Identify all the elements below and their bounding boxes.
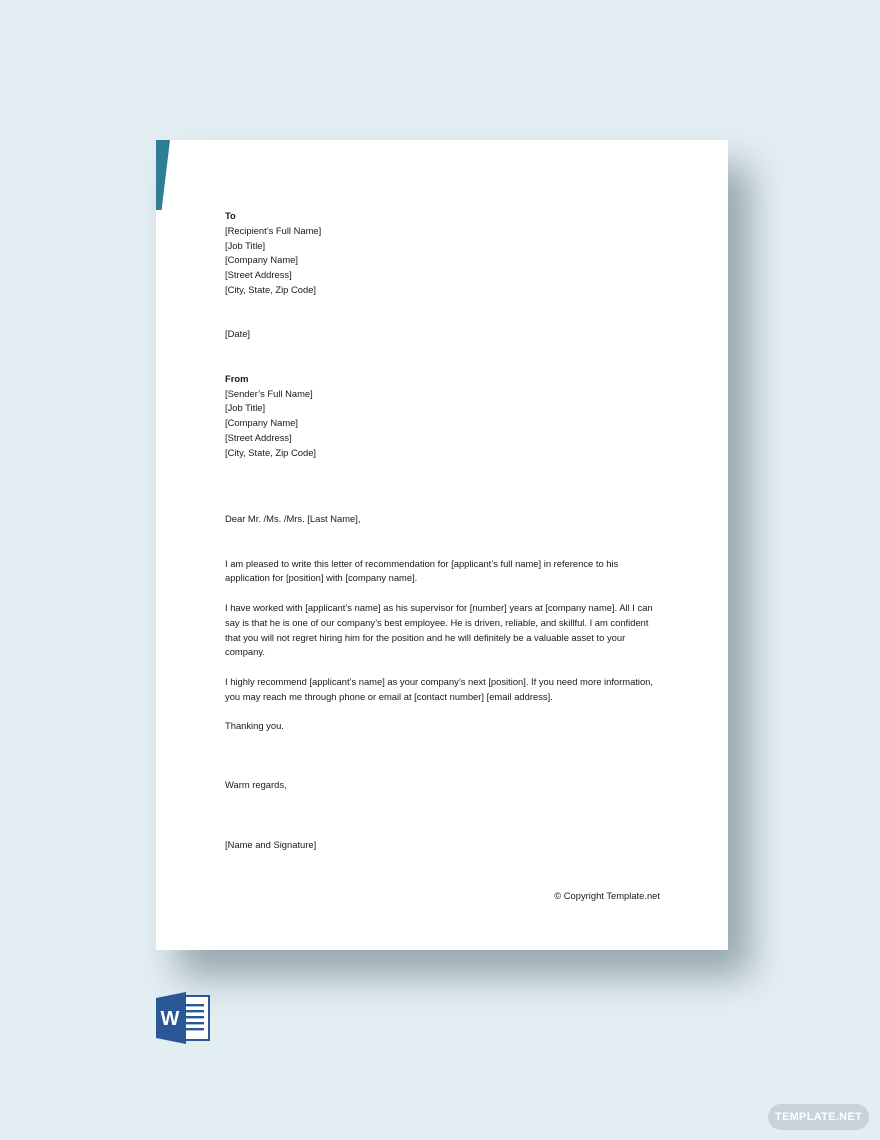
from-job-title: [Job Title] — [225, 402, 266, 414]
body-paragraph-3: I highly recommend [applicant’s name] as your company’s next [position]. If you need more information, you may reach me through phone or email at [contact number] [email address]. — [225, 675, 653, 702]
thanking-line: Thanking you. — [225, 720, 284, 732]
accent-bar — [156, 140, 170, 210]
body-paragraph-1: I am pleased to write this letter of recommendation for [applicant’s full name] in reference to his application for [position] with [company name]. — [225, 557, 619, 584]
letter-page — [156, 140, 728, 950]
from-company-name: [Company Name] — [225, 417, 298, 429]
from-sender-name: [Sender’s Full Name] — [225, 387, 313, 399]
closing: Warm regards, — [225, 779, 287, 791]
to-city-state-zip: [City, State, Zip Code] — [225, 283, 317, 295]
template-net-badge[interactable]: TEMPLATE.NET — [768, 1104, 869, 1130]
word-document-icon — [156, 992, 210, 1044]
body-paragraph-2: I have worked with [applicant’s name] as his supervisor for [number] years at [company name]. All I can say is that he is one of our company’s best employee. He is driven, reliable, and skillful. I am confident that you will not regret hiring him for the position and he will definitely be a valuable asset to your company. — [225, 601, 653, 658]
letter-content — [225, 209, 665, 852]
to-street-address: [Street Address] — [225, 269, 292, 281]
date-line: [Date] — [225, 328, 251, 340]
to-company-name: [Company Name] — [225, 254, 298, 266]
word-icon-letter: W — [160, 1008, 180, 1030]
salutation: Dear Mr. /Ms. /Mrs. [Last Name], — [225, 513, 361, 525]
from-city-state-zip: [City, State, Zip Code] — [225, 446, 317, 458]
to-label: To — [225, 210, 236, 221]
to-recipient-name: [Recipient’s Full Name] — [225, 224, 322, 236]
signature-line: [Name and Signature] — [225, 838, 317, 850]
from-label: From — [225, 372, 249, 384]
copyright-notice: © Copyright Template.net — [554, 890, 660, 901]
from-street-address: [Street Address] — [225, 431, 292, 443]
to-job-title: [Job Title] — [225, 239, 266, 251]
